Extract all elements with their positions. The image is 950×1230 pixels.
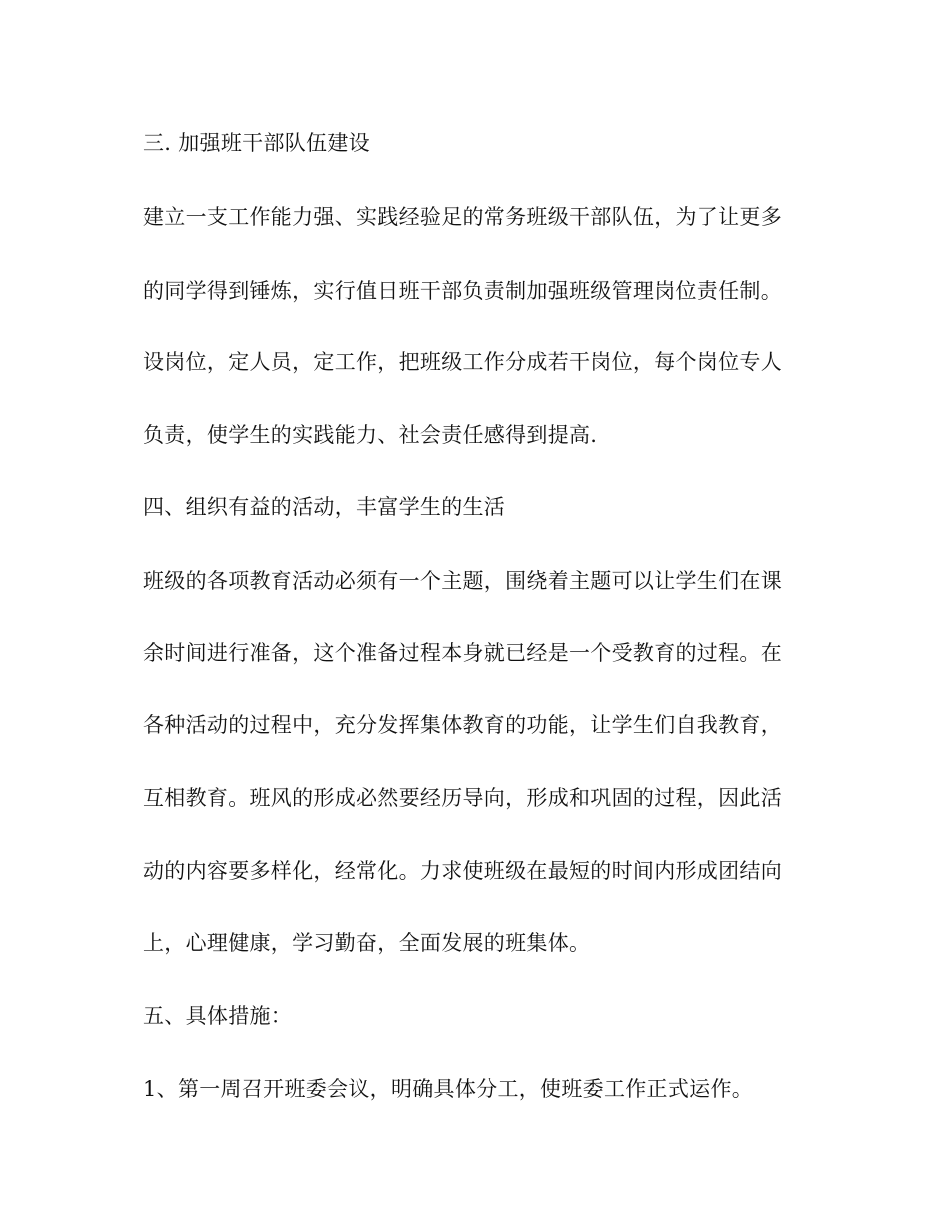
paragraph-line: 的同学得到锤炼，实行值日班干部负责制加强班级管理岗位责任制。 [143, 279, 782, 303]
section-heading-3: 三. 加强班干部队伍建设 [143, 131, 370, 155]
paragraph-line: 建立一支工作能力强、实践经验足的常务班级干部队伍，为了让更多 [143, 205, 782, 229]
paragraph-line: 动的内容要多样化，经常化。力求使班级在最短的时间内形成团结向 [143, 859, 782, 883]
paragraph-line: 互相教育。班风的形成必然要经历导向，形成和巩固的过程，因此活 [143, 786, 782, 810]
paragraph-line: 负责，使学生的实践能力、社会责任感得到提高. [143, 423, 598, 447]
section-heading-5: 五、具体措施： [143, 1004, 293, 1028]
measure-item-1: 1、第一周召开班委会议，明确具体分工，使班委工作正式运作。 [143, 1077, 754, 1101]
paragraph-line: 各种活动的过程中，充分发挥集体教育的功能，让学生们自我教育， [143, 713, 782, 737]
paragraph-line: 上，心理健康，学习勤奋，全面发展的班集体。 [143, 931, 591, 955]
section-heading-4: 四、组织有益的活动，丰富学生的生活 [143, 495, 506, 519]
paragraph-line: 余时间进行准备，这个准备过程本身就已经是一个受教育的过程。在 [143, 641, 782, 665]
paragraph-line: 设岗位，定人员，定工作，把班级工作分成若干岗位，每个岗位专人 [143, 350, 782, 374]
paragraph-line: 班级的各项教育活动必须有一个主题，围绕着主题可以让学生们在课 [143, 569, 782, 593]
